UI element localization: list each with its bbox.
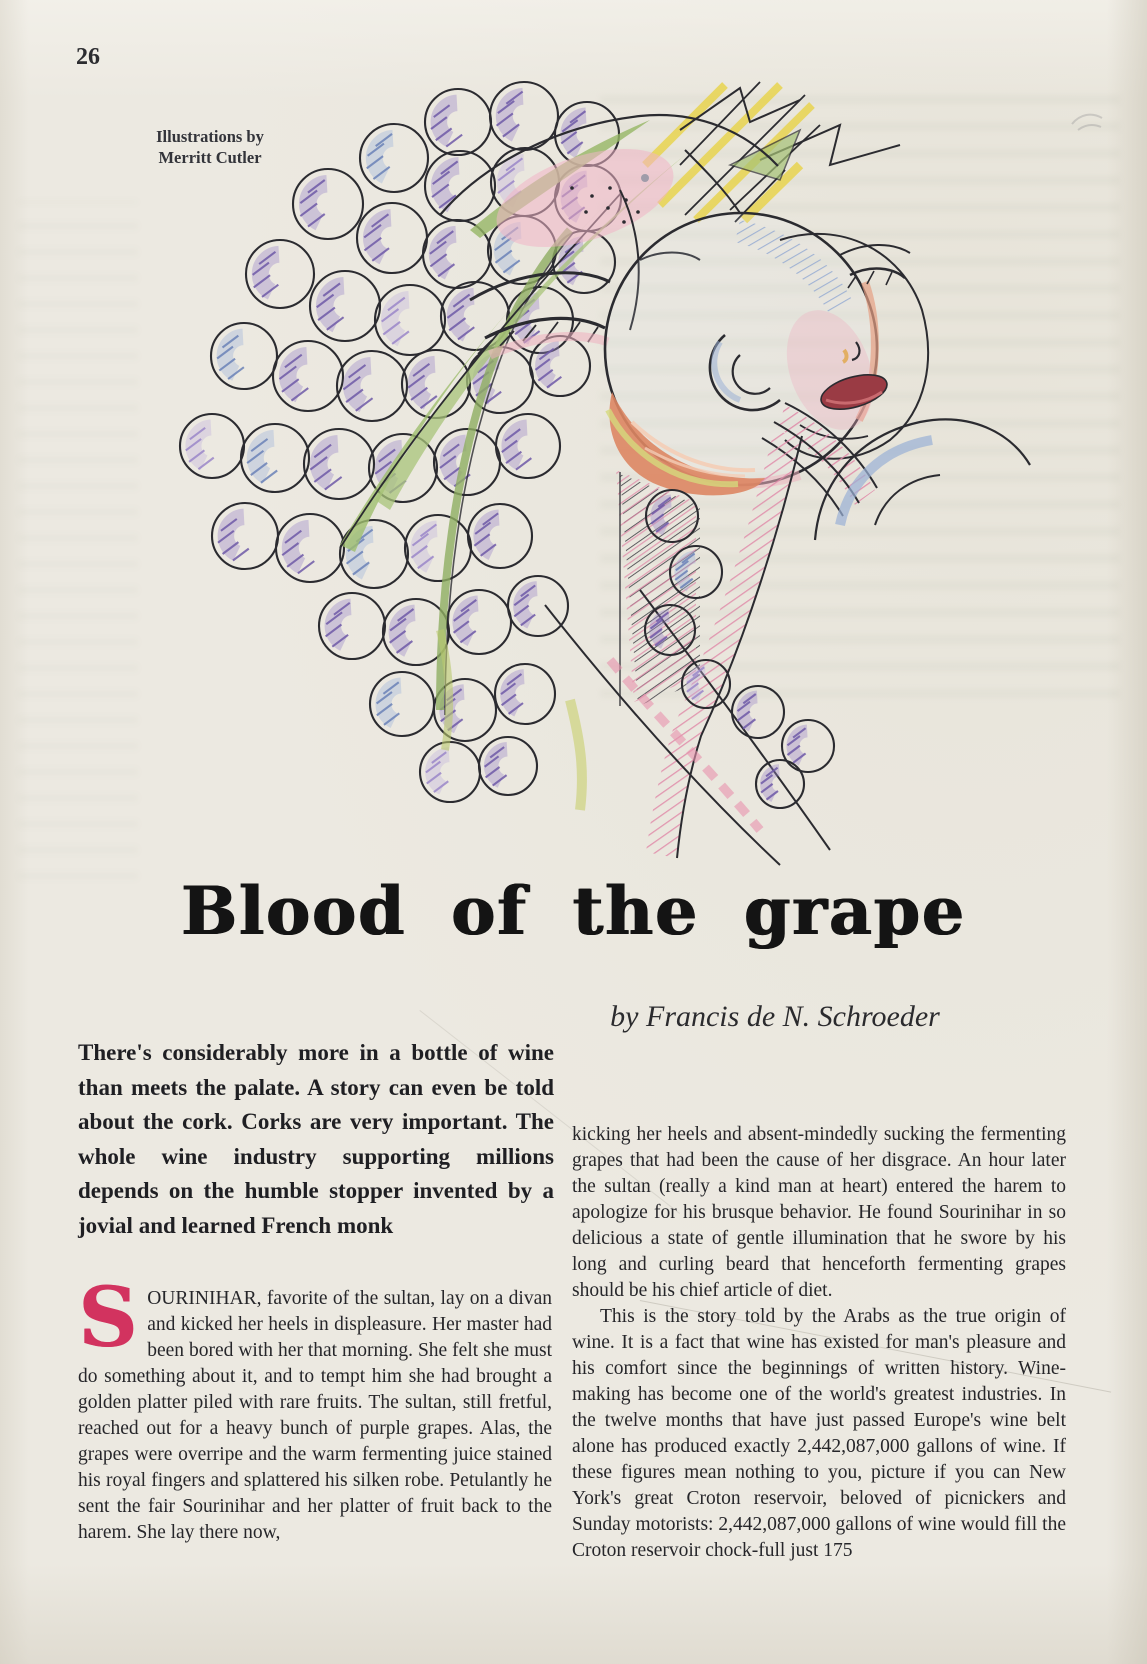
body-text-right-p1: kicking her heels and absent-mindedly sucking the fermenting grapes that had been the cause of her disgrace. An hour later the sultan (really a kind man at heart) entered the harem to apologize for his brusque behavior. He found Sourinihar in so delicious a state of gentle illumination that he swore by his long and curling beard that henceforth fermenting grapes should be his chief article of diet. <box>572 1124 1066 1301</box>
article-title: Blood of the grape <box>181 872 966 950</box>
body-column-right <box>572 1122 1066 1564</box>
lede-paragraph: There's considerably more in a bottle of wine than meets the palate. A story can even be told about the cork. Corks are very important. The whole wine industry supporting millions depends on the humble stopper invented by a jovial and learned French monk <box>78 1040 554 1238</box>
page-number: 26 <box>76 44 100 70</box>
credit-line-2: Merritt Cutler <box>158 148 262 167</box>
body-text-left: OURINIHAR, favorite of the sultan, lay on a divan and kicked her heels in displeasure. Her master had been bored with her that morning. She felt she must do something about it, and to tempt him she had brought a golden platter piled with rare fruits. The sultan, still fretful, reached out for a heavy bunch of purple grapes. Alas, the grapes were overripe and the warm fermenting juice stained his royal fingers and splattered his silken robe. Petulantly he sent the fair Sourinihar and her platter of fruit back to the harem. She lay there now, <box>78 1288 552 1543</box>
drop-cap: S <box>78 1270 138 1366</box>
print-showthrough <box>18 200 138 880</box>
credit-line-1: Illustrations by <box>156 127 264 146</box>
ink-smudge <box>1068 102 1108 136</box>
article-byline: by Francis de N. Schroeder <box>610 1000 940 1033</box>
body-text-right-p2: This is the story told by the Arabs as the true origin of wine. It is a fact that wine has existed for man's pleasure and his comfort since the beginnings of written history. Wine-making has become one of the world's greatest industries. In the twelve months that have just passed Europe's wine belt alone has produced exactly 2,442,087,000 gallons of wine. If these figures mean nothing to you, picture if you can New York's great Croton reservoir, beloved of picnickers and Sunday motorists: 2,442,087,000 gallons of wine would fill the Croton reservoir chock-full just 175 <box>572 1306 1066 1561</box>
wine-glass <box>605 213 928 495</box>
neck-and-shoulder <box>545 419 1030 865</box>
grape-woman-illustration <box>140 70 1060 870</box>
body-column-left <box>78 1270 552 1546</box>
